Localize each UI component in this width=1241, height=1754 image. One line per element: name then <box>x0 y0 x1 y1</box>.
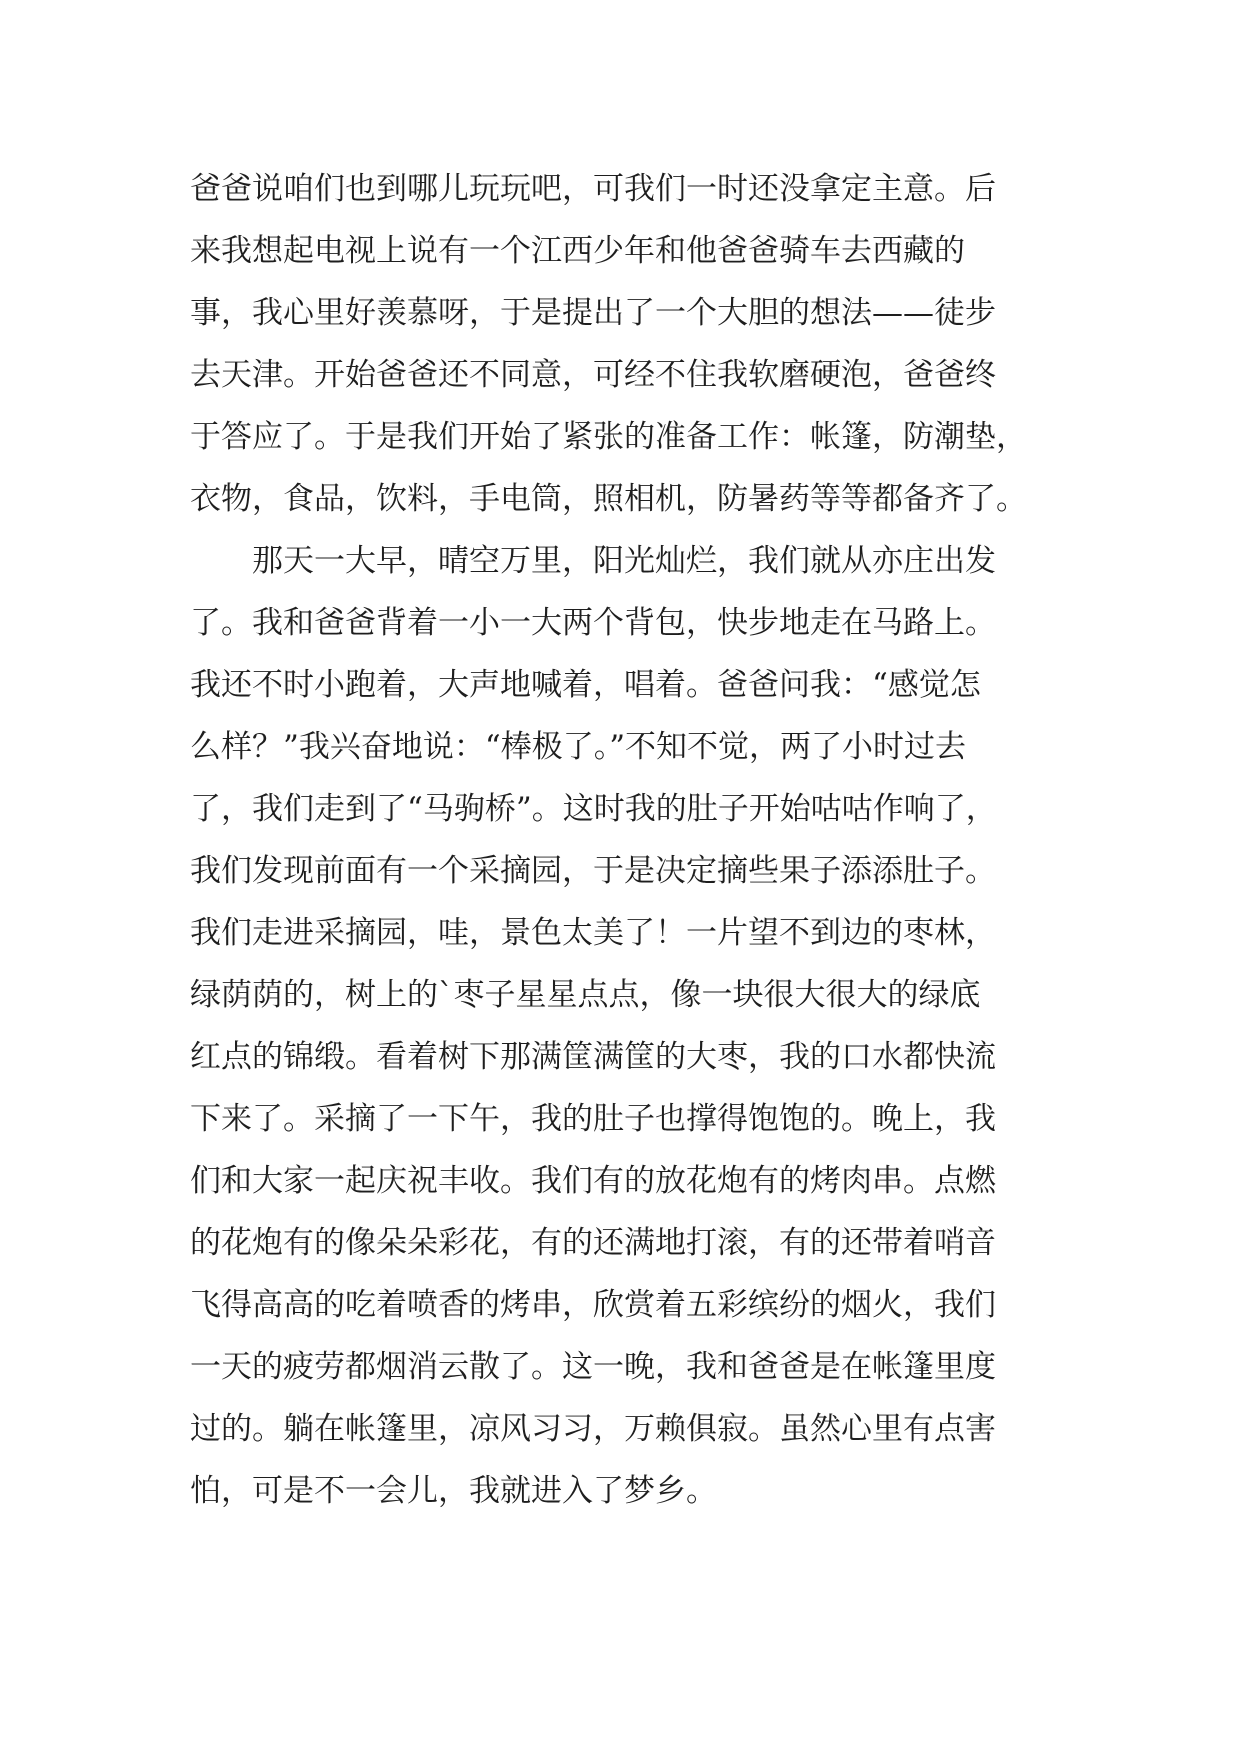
text-line: 红点的锦缎。看着树下那满筐满筐的大枣，我的口水都快流 <box>190 1039 996 1075</box>
text-line: 绿荫荫的，树上的`枣子星星点点，像一块很大很大的绿底 <box>190 977 981 1013</box>
text-line: 于答应了。于是我们开始了紧张的准备工作：帐篷，防潮垫， <box>190 419 1027 455</box>
text-line: 那天一大早，晴空万里，阳光灿烂，我们就从亦庄出发 <box>190 543 996 579</box>
text-line: 去天津。开始爸爸还不同意，可经不住我软磨硬泡，爸爸终 <box>190 357 996 393</box>
text-line: 事，我心里好羡慕呀，于是提出了一个大胆的想法——徒步 <box>190 295 996 331</box>
text-line: 了。我和爸爸背着一小一大两个背包，快步地走在马路上。 <box>190 605 996 641</box>
text-line: 我们发现前面有一个采摘园，于是决定摘些果子添添肚子。 <box>190 853 996 889</box>
text-line: 来我想起电视上说有一个江西少年和他爸爸骑车去西藏的 <box>190 233 965 269</box>
document-body <box>190 158 1060 1522</box>
text-line: 飞得高高的吃着喷香的烤串，欣赏着五彩缤纷的烟火，我们 <box>190 1287 996 1323</box>
text-line: 们和大家一起庆祝丰收。我们有的放花炮有的烤肉串。点燃 <box>190 1163 996 1199</box>
text-line: 了，我们走到了“马驹桥”。这时我的肚子开始咕咕作响了， <box>190 791 997 827</box>
text-line: 的花炮有的像朵朵彩花，有的还满地打滚，有的还带着哨音 <box>190 1225 996 1261</box>
text-line: 一天的疲劳都烟消云散了。这一晚，我和爸爸是在帐篷里度 <box>190 1349 996 1385</box>
text-line: 我还不时小跑着，大声地喊着，唱着。爸爸问我：“感觉怎 <box>190 667 981 703</box>
paragraph-1 <box>190 158 1060 530</box>
text-line: 下来了。采摘了一下午，我的肚子也撑得饱饱的。晚上，我 <box>190 1101 996 1137</box>
text-line: 爸爸说咱们也到哪儿玩玩吧，可我们一时还没拿定主意。后 <box>190 171 996 207</box>
text-line: 怕，可是不一会儿，我就进入了梦乡。 <box>190 1473 717 1509</box>
text-line: 过的。躺在帐篷里，凉风习习，万赖俱寂。虽然心里有点害 <box>190 1411 996 1447</box>
text-line: 么样？”我兴奋地说：“棒极了。”不知不觉，两了小时过去 <box>190 729 967 765</box>
paragraph-2 <box>190 530 1060 1522</box>
text-line: 衣物，食品，饮料，手电筒，照相机，防暑药等等都备齐了。 <box>190 481 1027 517</box>
text-line: 我们走进采摘园，哇，景色太美了！一片望不到边的枣林， <box>190 915 996 951</box>
